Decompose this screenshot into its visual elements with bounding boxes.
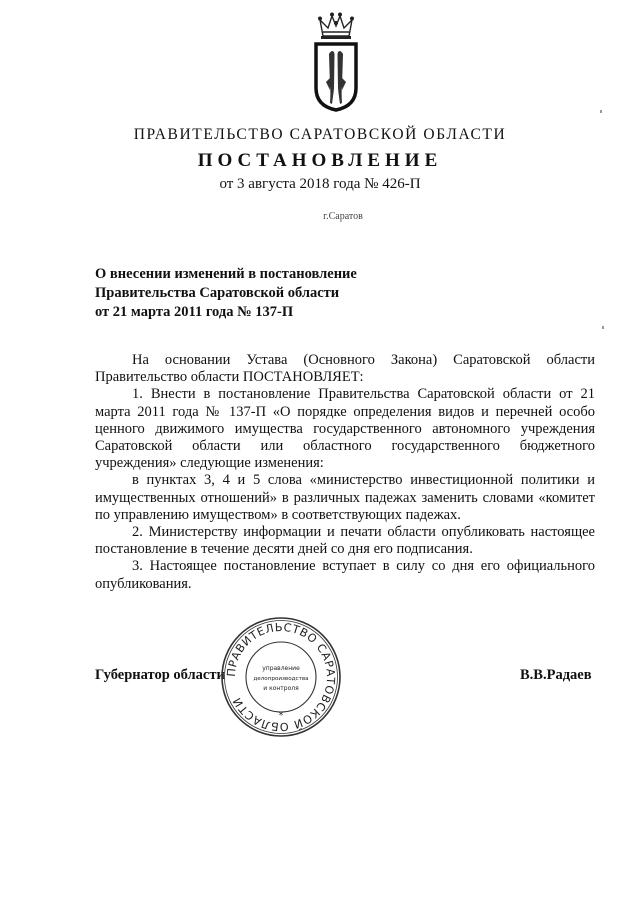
signatory-position: Губернатор области	[95, 667, 225, 683]
coat-of-arms-emblem	[296, 10, 376, 112]
document-body	[95, 352, 595, 593]
subject-line-1: О внесении изменений в постановление	[95, 266, 357, 282]
subject-line-3: от 21 марта 2011 года № 137-П	[95, 304, 294, 320]
body-paragraph-preamble: На основании Устава (Основного Закона) Саратовской области Правительство области ПОСТАНОВЛЯЕТ:	[95, 352, 595, 386]
body-paragraph-item-3: 3. Настоящее постановление вступает в силу со дня его официального опубликования.	[95, 558, 595, 592]
svg-text:ПРАВИТЕЛЬСТВО САРАТОВСКОЙ ОБЛА: ПРАВИТЕЛЬСТВО САРАТОВСКОЙ ОБЛАСТИ	[224, 620, 338, 734]
body-paragraph-changes: в пунктах 3, 4 и 5 слова «министерство инвестиционной политики и имущественных отношений» в различных падежах заменить словами «комитет по управлению имуществом» в соответствующих падежах.	[95, 472, 595, 523]
svg-text:управление: управление	[262, 665, 300, 672]
official-stamp	[219, 615, 343, 739]
scan-artifact	[602, 326, 604, 329]
svg-text:*: *	[278, 711, 284, 721]
document-subject	[95, 265, 415, 322]
subject-line-2: Правительства Саратовской области	[95, 285, 340, 301]
svg-text:и контроля: и контроля	[263, 685, 299, 692]
document-city: г.Саратов	[323, 211, 363, 222]
body-paragraph-item-2: 2. Министерству информации и печати области опубликовать настоящее постановление в течение десяти дней со дня его подписания.	[95, 524, 595, 558]
document-date-number: от 3 августа 2018 года № 426-П	[219, 176, 421, 192]
svg-text:делопроизводства: делопроизводства	[253, 676, 309, 682]
signatory-name: В.В.Радаев	[520, 667, 592, 683]
scan-artifact	[600, 110, 602, 113]
issuing-authority: ПРАВИТЕЛЬСТВО САРАТОВСКОЙ ОБЛАСТИ	[133, 126, 507, 143]
body-paragraph-item-1: 1. Внести в постановление Правительства Саратовской области от 21 марта 2011 года № 137-П «О порядке определения видов и перечней особо ценного движимого имущества государственного автономного учреждения Саратовской области или областного государственного бюджетного учреждения» следующие изменения:	[95, 386, 595, 472]
document-type: ПОСТАНОВЛЕНИЕ	[197, 150, 443, 171]
